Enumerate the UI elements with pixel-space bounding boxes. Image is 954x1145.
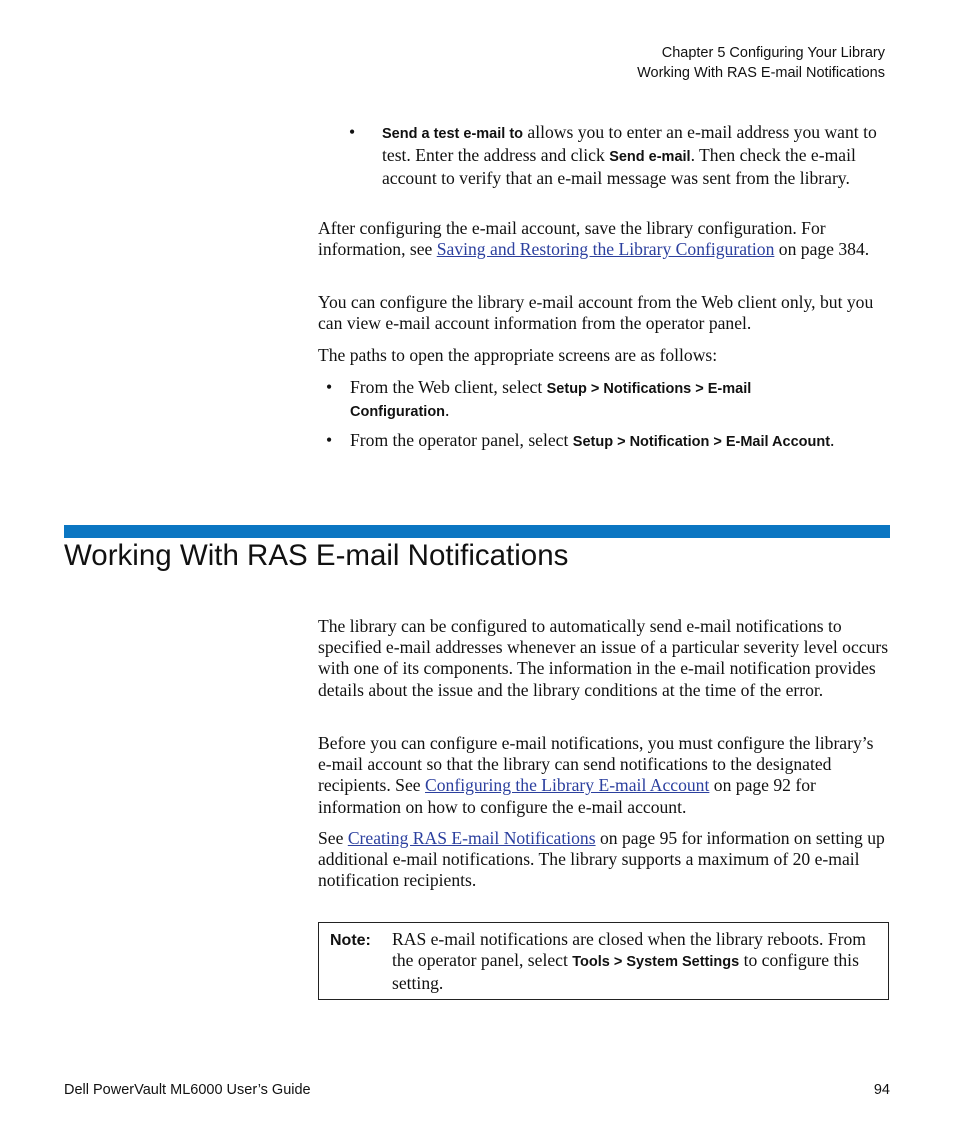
bullet-marker: •: [326, 430, 333, 450]
note-text: RAS e-mail notifications are closed when the library reboots. From the operator panel, select Tools > System Settings to configure this setting.: [392, 929, 866, 994]
footer-guide-title: Dell PowerVault ML6000 User’s Guide: [64, 1082, 311, 1098]
page-number: 94: [873, 1082, 890, 1098]
menu-path-operator-panel: Setup > Notification > E-Mail Account: [572, 434, 831, 450]
paragraph-web-client-only: You can configure the library e-mail account from the Web client only, but you can view e-mail account information from the operator panel.: [318, 292, 874, 334]
paragraph-creating-notifications: See Creating RAS E-mail Notifications on page 95 for information on setting up additional e-mail notifications. The library supports a maximum of 20 e-mail notification recipients.: [318, 828, 885, 891]
running-header: [637, 43, 885, 83]
note-box: [318, 922, 889, 1000]
list-item-operator-panel-path: From the operator panel, select Setup > Notification > E-Mail Account.: [350, 430, 835, 450]
menu-path-system-settings: Tools > System Settings: [572, 954, 740, 971]
paragraph-save-configuration: After configuring the e-mail account, save the library configuration. For information, see Saving and Restoring the Library Configuration on page 384.: [318, 218, 870, 260]
list-item-web-client-path: From the Web client, select Setup > Notifications > E-mail Configuration.: [350, 377, 752, 421]
header-chapter: Chapter 5 Configuring Your Library: [661, 45, 885, 61]
list-item-send-test-email: Send a test e-mail to allows you to enter an e-mail address you want to test. Enter the address and click Send e-mail. Then check the e-mail account to verify that an e-mail message was sent from the library.: [382, 122, 877, 189]
bullet-marker: •: [326, 377, 333, 397]
paragraph-ras-overview: The library can be configured to automatically send e-mail notifications to specified e-mail addresses whenever an issue of a particular severity level occurs with one of its components. The information in the e-mail notification provides details about the issue and the library conditions at the time of the error.: [318, 616, 889, 700]
note-label: Note:: [330, 932, 371, 949]
paragraph-configure-account-first: Before you can configure e-mail notifications, you must configure the library’s e-mail account so that the library can send notifications to the designated recipients. See Configuring the Library E-mail Account on page 92 for information on how to configure the e-mail account.: [318, 733, 874, 817]
bullet-marker: •: [349, 122, 356, 142]
header-section: Working With RAS E-mail Notifications: [637, 65, 885, 81]
menu-path-web-client: Setup > Notifications > E-mail Configuration: [350, 381, 752, 421]
paragraph-paths-intro: The paths to open the appropriate screens are as follows:: [318, 345, 718, 365]
term-send-email: Send e-mail: [609, 149, 691, 166]
link-configuring-library-email-account[interactable]: Configuring the Library E-mail Account: [425, 775, 710, 796]
term-send-test-email: Send a test e-mail to: [382, 126, 524, 142]
link-saving-restoring-configuration[interactable]: Saving and Restoring the Library Configuration: [436, 239, 775, 260]
section-title: Working With RAS E-mail Notifications: [64, 539, 569, 572]
link-creating-ras-email-notifications[interactable]: Creating RAS E-mail Notifications: [347, 828, 596, 848]
